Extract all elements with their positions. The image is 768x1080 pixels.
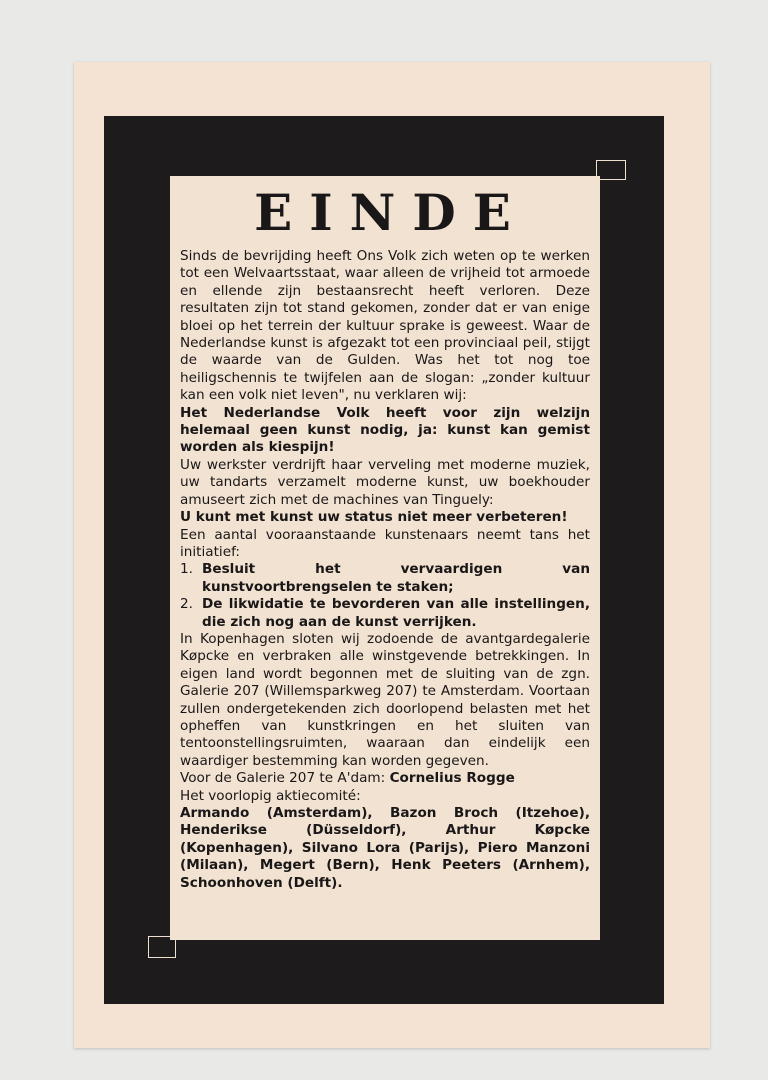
paragraph-intro: Sinds de bevrijding heeft Ons Volk zich weten op te werken tot een Welvaartsstaat, waar alleen de vrijheid tot armoede en ellende zijn bestaansrecht heeft verloren. Deze resultaten zijn tot stand gekomen, zonder dat er van enige bloei op het terrein der kultuur sprake is geweest. Waar de Nederlandse kunst is afgezakt tot een provinciaal peil, stijgt de waarde van de Gulden. Was het tot nog toe heiligschennis te twijfelen aan de slogan: „zonder kultuur kan een volk niet leven", nu verklaren wij: [180, 248, 590, 404]
list-item [180, 561, 590, 596]
committee-label: Het voorlopig aktiecomité: [180, 787, 361, 804]
galerie-prefix: Voor de Galerie 207 te A'dam: [180, 770, 390, 787]
paragraph-galerie [180, 770, 590, 787]
frame-corner-mark-top [596, 160, 626, 180]
list-text: De likwidatie te bevorderen van alle instellingen, die zich nog aan de kunst verrijken. [202, 596, 590, 630]
galerie-name: Cornelius Rogge [389, 770, 515, 787]
list-number: 1. [180, 561, 193, 578]
document-title: EINDE [254, 183, 528, 242]
paragraph-initiatief: Een aantal vooraanstaande kunstenaars neemt tans het initiatief: [180, 526, 590, 560]
list-number: 2. [180, 596, 193, 613]
list-item [180, 596, 590, 631]
list-text: Besluit het vervaardigen van kunstvoortbrengselen te staken; [202, 561, 590, 595]
signatories: Armando (Amsterdam), Bazon Broch (Itzehoe), Henderikse (Düsseldorf), Arthur Køpcke (Kopenhagen), Silvano Lora (Parijs), Piero Manzoni (Milaan), Megert (Bern), Henk Peeters (Arnhem), Schoonhoven (Delft). [180, 805, 590, 891]
paragraph-status: U kunt met kunst uw status niet meer verbeteren! [180, 509, 568, 526]
text-panel [170, 176, 600, 940]
paragraph-closing: In Kopenhagen sloten wij zodoende de avantgardegalerie Køpcke en verbraken alle winstgevende betrekkingen. In eigen land wordt begonnen met de sluiting van de zgn. Galerie 207 (Willemsparkweg 207) te Amsterdam. Voortaan zullen ondergetekenden zich doorlopend belasten met het opheffen van kunstkringen en het sluiten van tentoonstellingsruimten, waaraan dan eindelijk een waardiger bestemming kan worden gegeven. [180, 630, 590, 769]
document-body [180, 248, 590, 892]
paragraph-declaration: Het Nederlandse Volk heeft voor zijn welzijn helemaal geen kunst nodig, ja: kunst kan gemist worden als kiespijn! [180, 404, 590, 456]
paragraph-werkster: Uw werkster verdrijft haar verveling met moderne muziek, uw tandarts verzamelt moderne kunst, uw boekhouder amuseert zich met de machines van Tinguely: [180, 456, 590, 508]
